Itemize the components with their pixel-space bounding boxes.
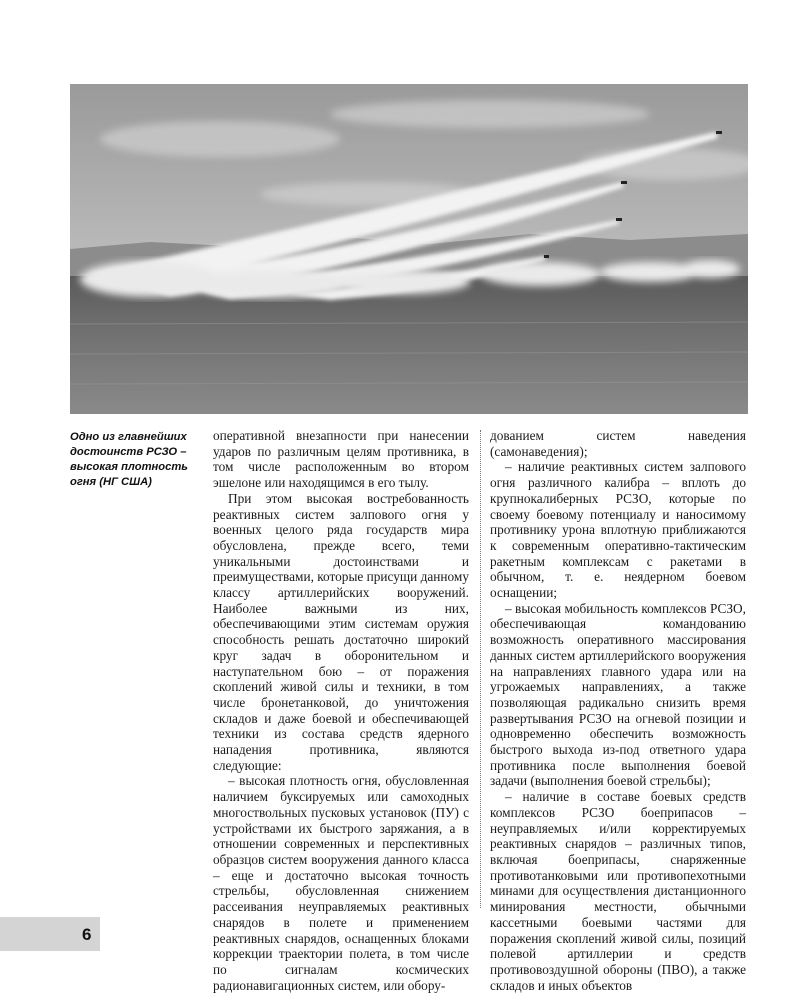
column-divider <box>480 430 481 908</box>
paragraph: оперативной внезапности при нанесении ударов по различным целям противника, в том числе расположенным во втором эшелоне или находящимся в его тылу. <box>213 428 469 491</box>
paragraph: При этом высокая востребованность реактивных систем залпового огня у военных целого ряда государств мира обусловлена, прежде всего, теми уникальными достоинствами и преимуществами, которые присущи данному классу артиллерийских вооружений. Наиболее важными из них, обеспечивающими этим системам оружия способность решать достаточно широкий круг задач в оборонительном и наступательном бою – от поражения скоплений живой силы и техники, в том числе бронетанковой, до уничтожения складов и даже боевой и обеспечивающей техники из состава средств ядерного нападения противника, являются следующие: <box>213 490 469 773</box>
rocket-launch-photo <box>70 84 748 414</box>
paragraph: – высокая мобильность комплексов РСЗО, обеспечивающая командованию возможность оперативного массирования данных систем артиллерийского вооружения на направлениях главного удара или на угрожаемых направлениях, а также позволяющая радикально снизить время развертывания РСЗО на огневой позиции и одновременно обеспечить возможность быстрого выхода из-под ответного удара противника после выполнения боевой задачи (выполнения боевой стрельбы); <box>490 600 746 789</box>
paragraph: – высокая плотность огня, обусловленная наличием буксируемых или самоходных многоствольных пусковых установок (ПУ) с устройствами их быстрого заряжания, а в отношении современных и перспективных образцов систем вооружения данного класса – еще и достаточно высокая точность стрельбы, обусловленная снижением рассеивания неуправляемых реактивных снарядов в полете и применением реактивных снарядов, оснащенных блоками коррекции траектории полета, в том числе по сигналам космических радионавигационных систем, или обору- <box>213 773 469 993</box>
text-column-1 <box>213 428 469 993</box>
text-column-2 <box>490 428 746 993</box>
figure-caption: Одно из главнейших достоинств РСЗО – высокая плотность огня (НГ США) <box>70 431 188 488</box>
paragraph: дованием систем наведения (самонаведения); <box>490 428 746 459</box>
paragraph: – наличие в составе боевых средств комплексов РСЗО боеприпасов – неуправляемых и/или корректируемых реактивных снарядов – различных типов, включая боеприпасы, снаряженные противотанковыми или противопехотными минами для осуществления дистанционного минирования местности, обычными кассетными боевыми частями для поражения скоплений живой силы, позиций полевой артиллерии и средств противовоздушной обороны (ПВО), а также складов и иных объектов <box>490 789 746 993</box>
page-number: 6 <box>82 925 92 944</box>
paragraph: – наличие реактивных систем залпового огня различного калибра – вплоть до крупнокалиберных РСЗО, которые по своему боевому потенциалу и наносимому противнику урона вплотную приближаются к современным оперативно-тактическим ракетным комплексам с ракетами в обычном, т. е. неядерном боевом оснащении; <box>490 459 746 601</box>
photo-image <box>70 84 748 414</box>
